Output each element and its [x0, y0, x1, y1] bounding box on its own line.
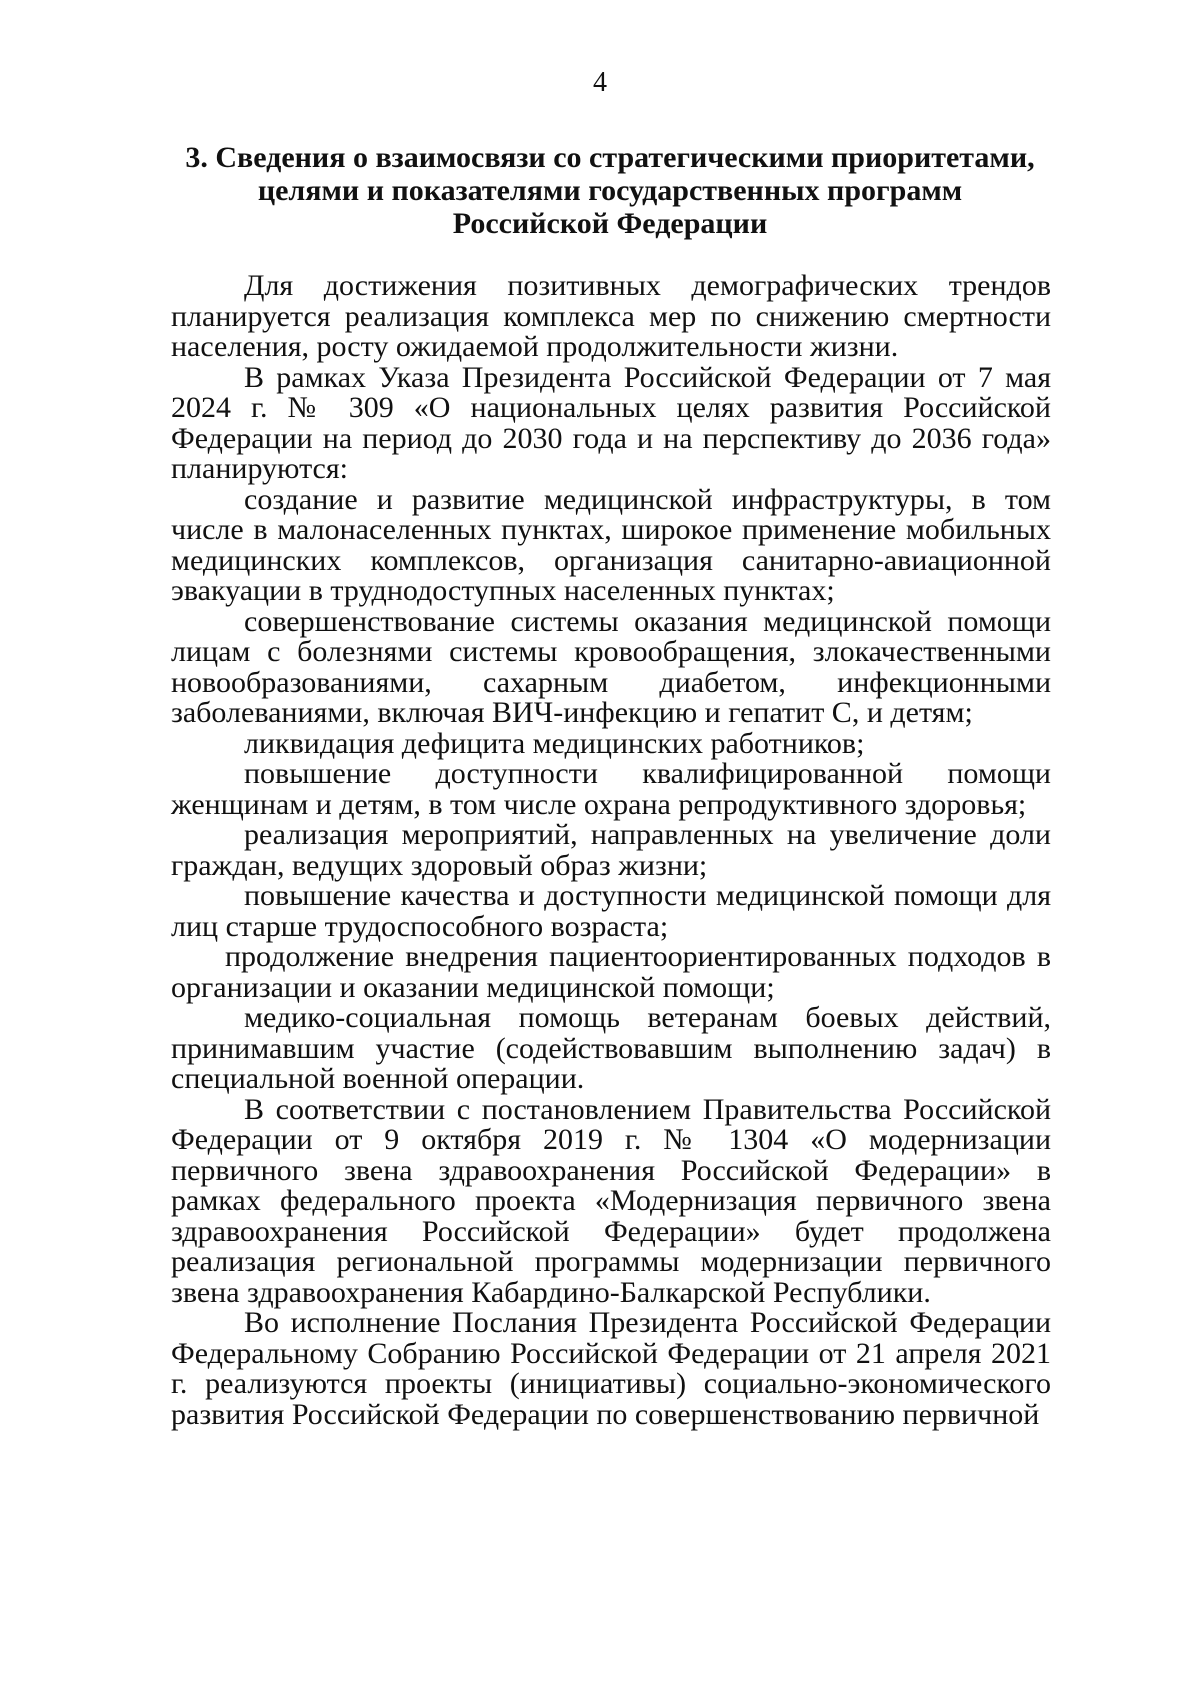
paragraph: продолжение внедрения пациентоориентированных подходов в организации и оказании медицинской помощи;: [171, 940, 1051, 1004]
body-text: [171, 271, 1051, 1430]
section-heading-line: целями и показателями государственных программ: [257, 174, 963, 207]
paragraph: медико-социальная помощь ветеранам боевых действий, принимавшим участие (содействовавшим выполнению задач) в специальной военной операции.: [171, 1001, 1051, 1095]
page-number: 4: [593, 67, 607, 98]
paragraph: Во исполнение Послания Президента Российской Федерации Федеральному Собранию Российской Федерации от 21 апреля 2021 г. реализуются проекты (инициативы) социально-экономического развития Российской Федерации по совершенствованию первичной: [171, 1306, 1051, 1431]
section-heading-line: Российской Федерации: [452, 207, 768, 240]
paragraph: реализация мероприятий, направленных на увеличение доли граждан, ведущих здоровый образ жизни;: [171, 818, 1051, 882]
paragraph: совершенствование системы оказания медицинской помощи лицам с болезнями системы кровообращения, злокачественными новообразованиями, сахарным диабетом, инфекционными заболеваниями, включая ВИЧ-инфекцию и гепатит С, и детям;: [171, 604, 1051, 729]
paragraph: повышение доступности квалифицированной помощи женщинам и детям, в том числе охрана репродуктивного здоровья;: [171, 757, 1051, 821]
paragraph: повышение качества и доступности медицинской помощи для лиц старше трудоспособного возраста;: [171, 879, 1051, 943]
paragraph: В соответствии с постановлением Правительства Российской Федерации от 9 октября 2019 г. № 1304 «О модернизации первичного звена здравоохранения Российской Федерации» в рамках федерального проекта «Модернизация первичного звена здравоохранения Российской Федерации» будет продолжена реализация региональной программы модернизации первичного звена здравоохранения Кабардино-Балкарской Республики.: [171, 1092, 1051, 1309]
paragraph: создание и развитие медицинской инфраструктуры, в том числе в малонаселенных пунктах, широкое применение мобильных медицинских комплексов, организация санитарно-авиационной эвакуации в труднодоступных населенных пунктах;: [171, 482, 1051, 607]
paragraph: В рамках Указа Президента Российской Федерации от 7 мая 2024 г. № 309 «О национальных целях развития Российской Федерации на период до 2030 года и на перспективу до 2036 года» планируются:: [171, 360, 1051, 485]
section-heading-line: 3. Сведения о взаимосвязи со стратегическими приоритетами,: [185, 141, 1035, 174]
section-heading: [160, 141, 1060, 240]
paragraph: ликвидация дефицита медицинских работников;: [244, 726, 865, 760]
paragraph: Для достижения позитивных демографических трендов планируется реализация комплекса мер по снижению смертности населения, росту ожидаемой продолжительности жизни.: [171, 269, 1051, 363]
